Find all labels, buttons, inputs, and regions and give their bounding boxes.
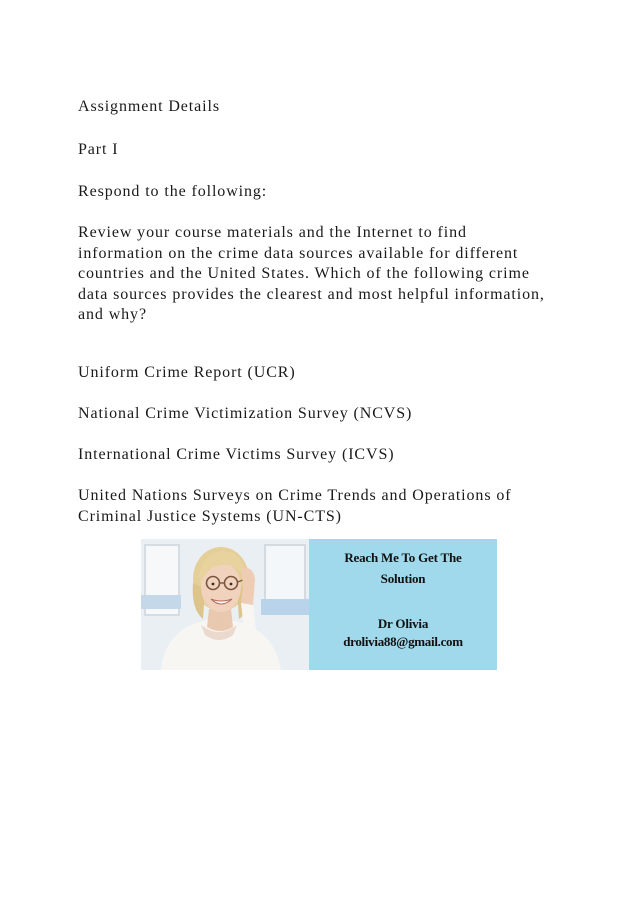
question-line: countries and the United States. Which of the following crime bbox=[78, 265, 530, 283]
source-ucr: Uniform Crime Report (UCR) bbox=[78, 364, 296, 381]
prompt-text: Respond to the following: bbox=[78, 183, 268, 200]
assignment-heading: Assignment Details bbox=[78, 98, 220, 115]
banner-solution-text: Solution bbox=[380, 571, 426, 586]
banner-reach-text: Reach Me To Get The bbox=[344, 550, 462, 565]
question-line: Review your course materials and the Internet to find bbox=[78, 224, 467, 241]
contact-banner bbox=[141, 539, 497, 670]
source-icvs: International Crime Victims Survey (ICVS) bbox=[78, 446, 395, 463]
woman-photo bbox=[141, 539, 309, 670]
source-un-cts-line: United Nations Surveys on Crime Trends and Operations of bbox=[78, 487, 512, 504]
banner-name: Dr Olivia bbox=[377, 616, 429, 631]
question-line: data sources provides the clearest and most helpful information, bbox=[78, 285, 545, 303]
source-un-cts bbox=[78, 486, 598, 527]
source-ncvs: National Crime Victimization Survey (NCVS) bbox=[78, 405, 413, 422]
banner-email: drolivia88@gmail.com bbox=[343, 634, 463, 649]
woman-photo-image bbox=[141, 539, 309, 670]
source-un-cts-line: Criminal Justice Systems (UN-CTS) bbox=[78, 507, 342, 525]
contact-panel bbox=[309, 539, 497, 670]
question-line: and why? bbox=[78, 306, 147, 324]
part-label: Part I bbox=[78, 141, 119, 158]
question-paragraph bbox=[78, 223, 598, 326]
question-line: information on the crime data sources available for different bbox=[78, 244, 519, 262]
